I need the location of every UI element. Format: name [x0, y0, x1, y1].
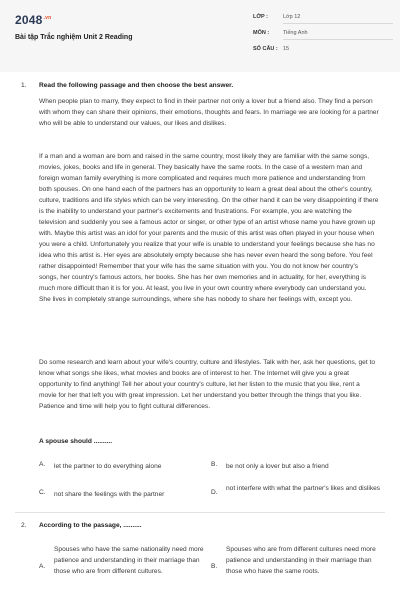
option-text: not share the feelings with the partner	[54, 491, 165, 498]
option-letter: B.	[211, 563, 218, 570]
option-letter: A.	[39, 563, 46, 570]
question-1-number: 1.	[21, 82, 27, 89]
logo-tld: .vn	[43, 15, 52, 21]
meta-divider	[283, 23, 393, 24]
meta-class-value: Lớp 12	[283, 14, 301, 20]
question-1-instruction: Read the following passage and then choose the best answer.	[39, 82, 234, 89]
site-logo[interactable]	[15, 13, 51, 27]
meta-subject-value: Tiếng Anh	[283, 30, 308, 36]
option-text: not interfere with what the partner's likes and dislikes	[226, 485, 381, 492]
passage-paragraph-3: Do some research and learn about your wife's country, culture and lifestyles. Talk with her, ask her questions, get to know what songs she likes, what movies and books are of interest to her. The Internet will give you a great opportunity to find anything! Tell her about your country's culture, let her listen to the music that you like, rent a movie for her that left you with great impression. Let her understand you better through the things that you like. Patience and time will help you to fight cultural differences.	[39, 359, 376, 410]
question-divider	[15, 512, 385, 513]
option-text: Spouses who are from different cultures need more patience and understanding in their marriage than those who have the same roots.	[226, 546, 376, 575]
question-2-number: 2.	[21, 522, 27, 529]
option-text: be not only a lover but also a friend	[226, 463, 329, 470]
meta-class-label: LỚP :	[253, 14, 268, 20]
logo-name: 2048	[15, 13, 43, 27]
page-title: Bài tập Trắc nghiệm Unit 2 Reading	[15, 34, 133, 41]
meta-subject-label: MÔN :	[253, 30, 270, 36]
question-1-stem: A spouse should ..........	[39, 438, 113, 445]
meta-count-value: 15	[283, 46, 290, 52]
option-letter: A.	[39, 461, 46, 468]
meta-divider	[283, 39, 393, 40]
option-text: Spouses who have the same nationality need more patience and understanding in their marriage than those who are from different cultures.	[54, 546, 204, 575]
question-2-stem: According to the passage, ..........	[39, 522, 142, 529]
option-text: let the partner to do everything alone	[54, 463, 162, 470]
document-header	[0, 0, 400, 72]
passage-paragraph-2: If a man and a woman are born and raised in the same country, most likely they are familiar with the same songs, movies, jokes, books and life in general. They basically have the same roots. In the case of a western man and foreign woman family everything is more complicated and requires much more patience and understanding from both spouses. On one hand each of the partners has an opportunity to learn a great deal about the other's country, culture, traditions and life styles which can be very interesting. On the other hand it can be very disappointing if there is the inability to understand your partner's excitements and frustrations. For example, you are watching the television and suddenly you see a famous actor or singer, or other type of an artist whose name you have grown up with. Maybe this artist was an idol for your parents and the music of this artist was often played in your house when you were a child. Unfortunately you realize that your wife is unable to understand your feelings because she has no idea who this artist is. Her eyes are absolutely empty because she has never even heard the song before. You feel rather disappointed! Remember that your wife has the same situation with you. You do not know her country's songs, her country's famous actors, her books. She has her own memories and in actuality, for her, everything is much more difficult than it is for you. At least, you live in your own country where everybody can understand you. She lives in completely strange surroundings, where she has nobody to share her feelings with, except you.	[39, 153, 379, 303]
passage-paragraph-1: When people plan to marry, they expect to find in their partner not only a lover but a friend also. They find a person with whom they can share their opinions, their emotions, thoughts and fears. In marriage we are looking for a partner who will be able to understand our values, our likes and dislikes.	[39, 98, 379, 127]
option-letter: B.	[211, 461, 218, 468]
option-letter: C.	[39, 489, 46, 496]
meta-count-label: SỐ CÂU :	[253, 46, 278, 52]
option-letter: D.	[211, 489, 218, 496]
